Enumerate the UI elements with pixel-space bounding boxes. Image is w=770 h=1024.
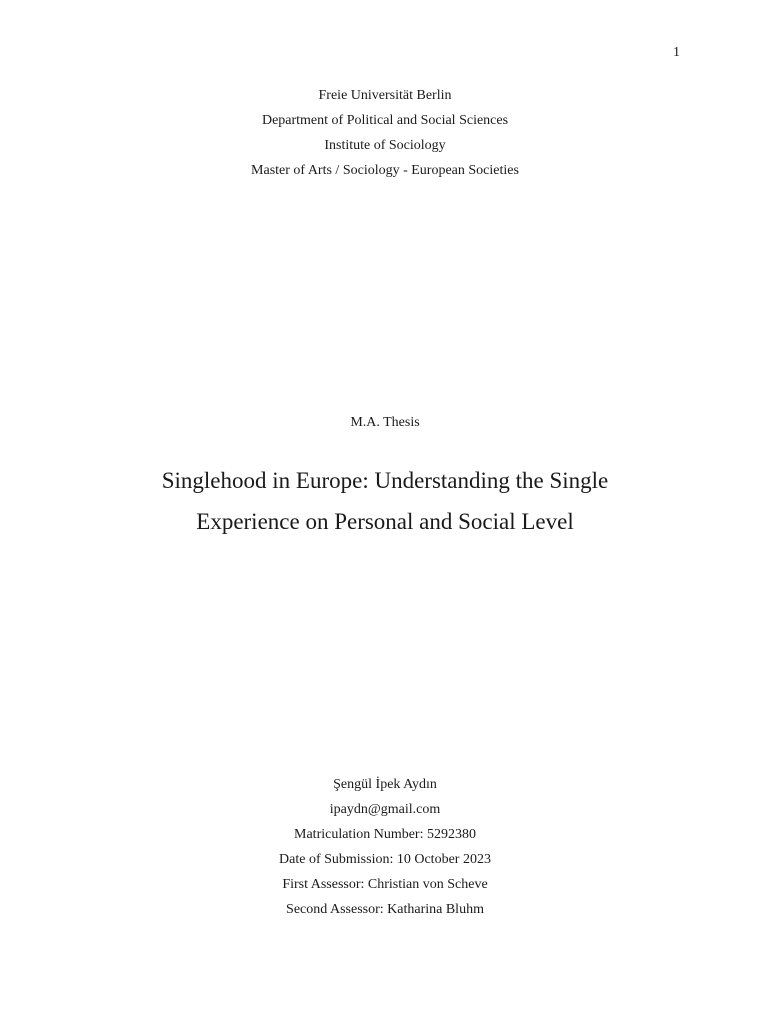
submission-date: Date of Submission: 10 October 2023 [279, 852, 491, 867]
page-number: 1 [673, 45, 680, 60]
thesis-title-line-1: Singlehood in Europe: Understanding the Single [161, 468, 609, 493]
matriculation-number: Matriculation Number: 5292380 [294, 827, 476, 842]
second-assessor: Second Assessor: Katharina Bluhm [286, 902, 484, 917]
first-assessor: First Assessor: Christian von Scheve [282, 877, 488, 892]
department-name: Department of Political and Social Sciences [261, 113, 509, 128]
program-name: Master of Arts / Sociology - European Societies [251, 163, 519, 178]
thesis-type: M.A. Thesis [350, 415, 420, 430]
institute-name: Institute of Sociology [324, 138, 446, 153]
author-name: Şengül İpek Aydın [333, 777, 437, 792]
thesis-title-line-2: Experience on Personal and Social Level [196, 509, 574, 534]
university-name: Freie Universität Berlin [318, 88, 452, 103]
author-email: ipaydn@gmail.com [329, 802, 441, 817]
